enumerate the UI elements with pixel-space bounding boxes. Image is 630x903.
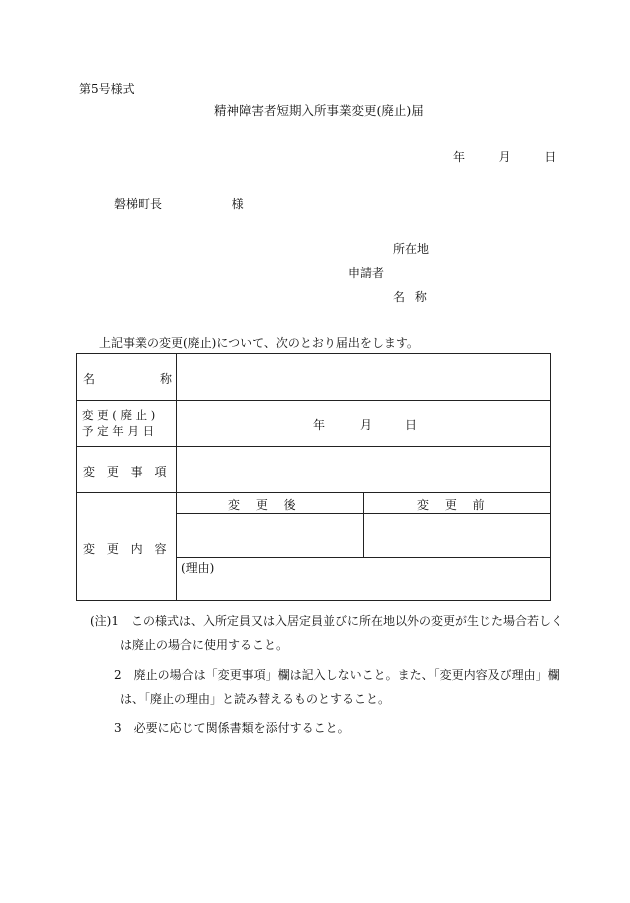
note-2-line-2: は、「廃止の理由」と読み替えるものとすること。 [120,692,391,706]
note-1-line-1: (注)1 この様式は、入所定員又は入居定員並びに所在地以外の変更が生じた場合若しく [90,614,564,628]
row-content-label: 変 更 内 容 [83,542,167,556]
before-header: 変 更 前 [417,498,485,512]
date-day: 日 [544,150,557,164]
address-label: 所在地 [393,242,430,256]
scheduled-month: 月 [360,418,373,432]
row-items-label: 変 更 事 項 [83,465,167,479]
reason-label: (理由) [181,561,215,575]
addressee-honorific: 様 [231,197,244,211]
note-2-line-1: 2 廃止の場合は「変更事項」欄は記入しないこと。また、「変更内容及び理由」欄 [114,668,560,682]
row-scheduled-label-2: 予 定 年 月 日 [82,424,155,438]
intro-text: 上記事業の変更(廃止)について、次のとおり届出をします。 [99,336,419,350]
note-1-line-2: は廃止の場合に使用すること。 [120,638,289,652]
submission-date [453,148,556,165]
scheduled-day: 日 [405,418,418,432]
name-field[interactable] [181,362,545,394]
row-name-label-1: 名 [83,372,96,386]
addressee [114,195,244,212]
row-scheduled-label-1: 変 更 ( 廃 止 ) [82,408,156,422]
addressee-office: 磐梯町長 [114,197,163,211]
after-field[interactable] [181,517,359,553]
after-header: 変 更 後 [228,498,296,512]
applicant-name-label: 名 称 [393,290,427,304]
document-title: 精神障害者短期入所事業変更(廃止)届 [214,103,424,118]
before-field[interactable] [368,517,546,553]
change-items-field[interactable] [181,454,545,486]
note-3-line-1: 3 必要に応じて関係書類を添付すること。 [114,721,350,735]
form-table [76,353,551,601]
date-year: 年 [453,150,466,164]
row-name-label-2: 称 [160,372,173,386]
applicant-label: 申請者 [348,266,385,280]
date-month: 月 [498,150,511,164]
form-number: 第5号様式 [79,82,135,96]
scheduled-year: 年 [313,418,326,432]
